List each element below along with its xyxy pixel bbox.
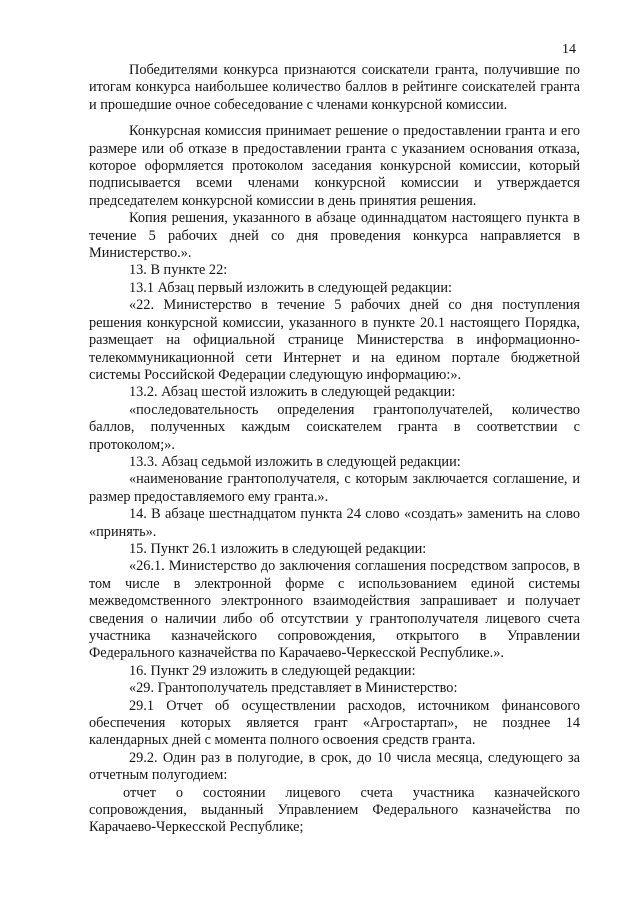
paragraph-commission-decision: Конкурсная комиссия принимает решение о предоставлении гранта и его размере или об отказе в предоставлении гранта с указанием основания отказа, которое оформляется протоколом заседания конкурсной комиссии, который подписывается всеми членами конкурсной комиссии и утверждается председателем конкурсной комиссии в день принятия решения. <box>89 123 580 209</box>
paragraph-item-13-2: 13.2. Абзац шестой изложить в следующей редакции: <box>129 384 456 401</box>
document-body <box>89 62 580 837</box>
paragraph-item-16: 16. Пункт 29 изложить в следующей редакции: <box>129 662 416 679</box>
paragraph-item-29-1: 29.1 Отчет об осуществлении расходов, источником финансового обеспечения которых является грант «Агростартап», не позднее 14 календарных дней с момента полного освоения средств гранта. <box>89 697 580 749</box>
paragraph-item-29-2: 29.2. Один раз в полугодие, в срок, до 10 числа месяца, следующего за отчетным полугодием: <box>89 749 580 784</box>
paragraph-item-13-1: 13.1 Абзац первый изложить в следующей редакции: <box>129 279 452 296</box>
paragraph-quote-name: «наименование грантополучателя, с которым заключается соглашение, и размер предоставляемого ему гранта.». <box>89 471 580 505</box>
paragraph-item-13-3: 13.3. Абзац седьмой изложить в следующей редакции: <box>129 453 461 470</box>
paragraph-item-13: 13. В пункте 22: <box>129 262 228 279</box>
paragraph-winners: Победителями конкурса признаются соискатели гранта, получившие по итогам конкурса наибольшее количество баллов в рейтинге соискателей гранта и прошедшие очное собеседование с членами конкурсной комиссии. <box>89 62 580 113</box>
paragraph-decision-copy: Копия решения, указанного в абзаце одиннадцатом настоящего пункта в течение 5 рабочих дней со дня проведения конкурса направляется в Министерство.». <box>89 210 580 262</box>
paragraph-account-report: отчет о состоянии лицевого счета участника казначейского сопровождения, выданный Управлением Федерального казначейства по Карачаево-Черкесской Республике; <box>89 784 580 836</box>
paragraph-quote-29: «29. Грантополучатель представляет в Министерство: <box>129 680 458 697</box>
paragraph-quote-sequence: «последовательность определения грантополучателей, количество баллов, полученных каждым соискателем гранта в соответствии с протоколом;». <box>89 401 580 453</box>
paragraph-item-14: 14. В абзаце шестнадцатом пункта 24 слово «создать» заменить на слово «принять». <box>89 506 580 540</box>
paragraph-item-15: 15. Пункт 26.1 изложить в следующей редакции: <box>129 540 427 557</box>
paragraph-quote-26-1: «26.1. Министерство до заключения соглашения посредством запросов, в том числе в электронной форме с использованием единой системы межведомственного электронного взаимодействия запрашивает и получает сведения о наличии либо об отсутствии у грантополучателя лицевого счета участника казначейского сопровождения, открытого в Управлении Федерального казначейства по Карачаево-Черкесской Республике.». <box>89 558 580 662</box>
paragraph-quote-22: «22. Министерство в течение 5 рабочих дней со дня поступления решения конкурсной комиссии, указанного в пункте 20.1 настоящего Порядка, размещает на официальной странице Министерства в информационно-телекоммуникационной сети Интернет и на едином портале бюджетной системы Российской Федерации следующую информацию:». <box>89 297 580 383</box>
page-number: 14 <box>562 42 576 57</box>
